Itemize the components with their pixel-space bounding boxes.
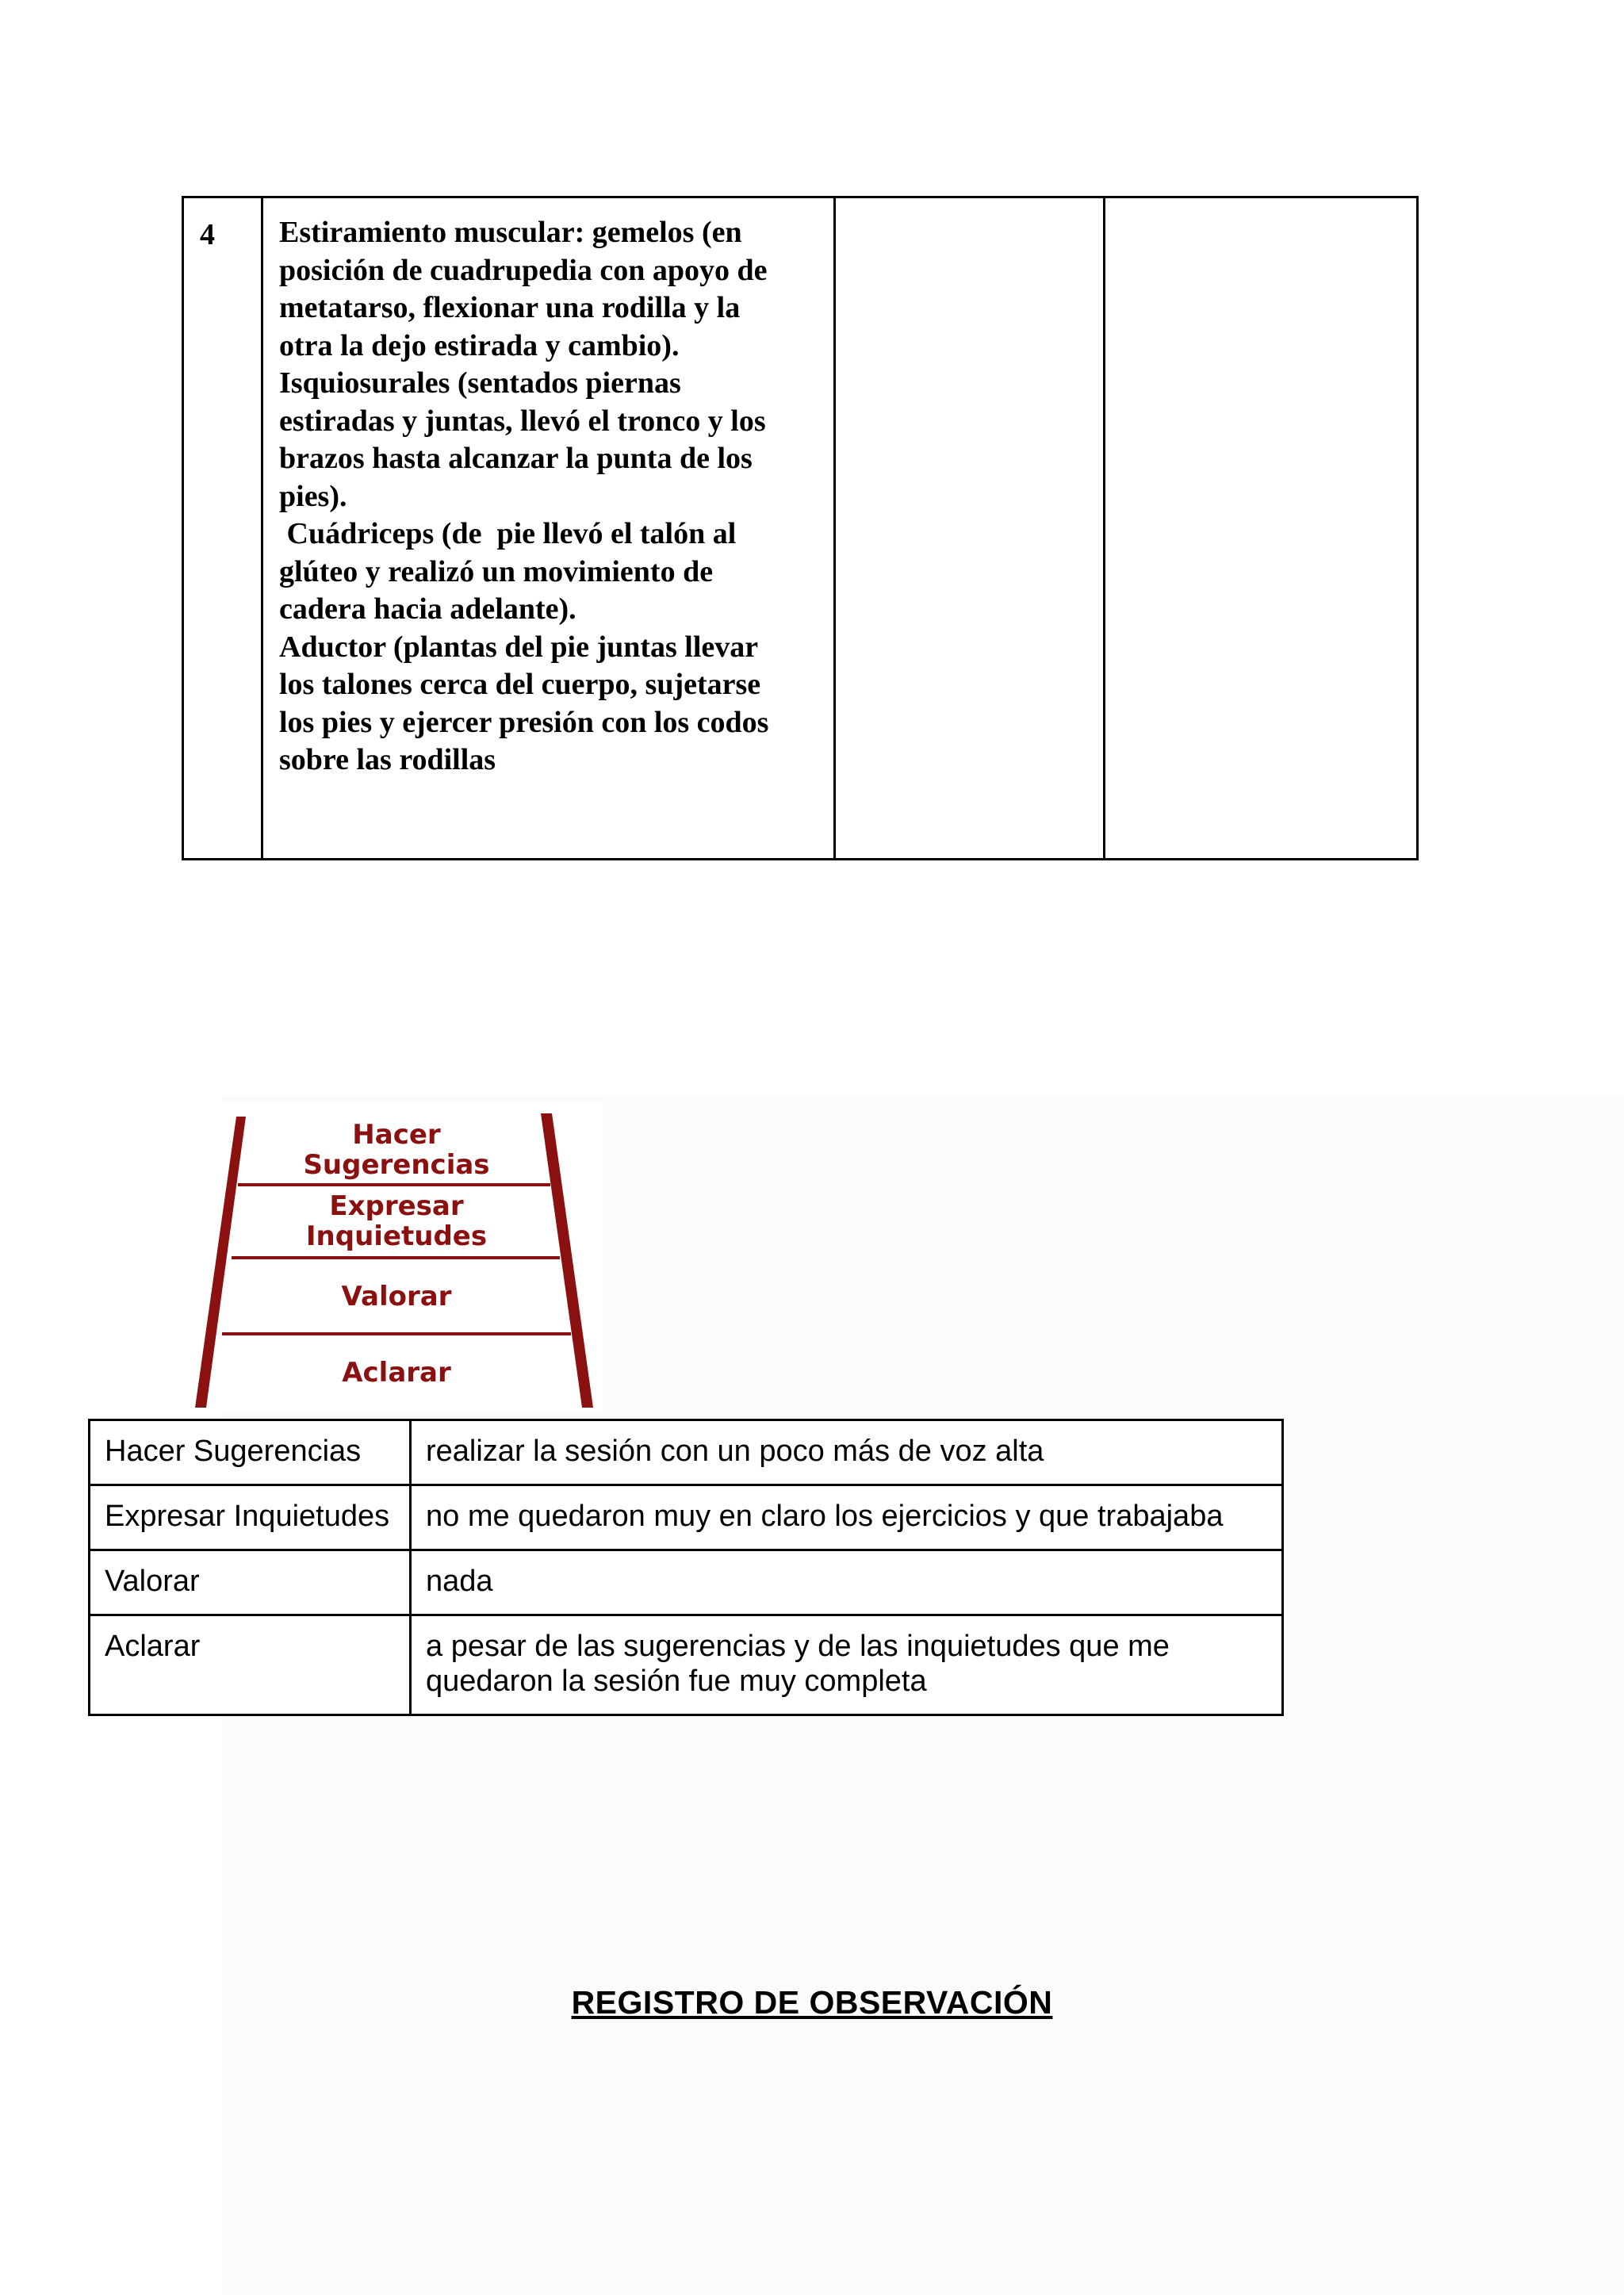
description-line: metatarso, flexionar una rodilla y la	[279, 291, 741, 324]
ladder-label-valorar	[190, 1282, 603, 1312]
empty-cell	[1105, 197, 1418, 860]
table-row	[90, 1485, 1283, 1550]
ladder-label-line: Valorar	[341, 1281, 452, 1312]
description-line: pies).	[279, 479, 347, 513]
description-line: glúteo y realizó un movimiento de	[279, 554, 714, 588]
ladder-label-hacer-sugerencias	[190, 1120, 603, 1180]
empty-cell	[835, 197, 1105, 860]
ladder-response-cell	[411, 1615, 1283, 1715]
ladder-response-cell: realizar la sesión con un poco más de voz alta	[411, 1420, 1283, 1485]
ladder-label-line: Sugerencias	[303, 1149, 490, 1181]
feedback-ladder-image	[190, 1102, 603, 1412]
section-heading-container	[0, 1984, 1624, 2021]
ladder-step-cell: Expresar Inquietudes	[90, 1485, 411, 1550]
ladder-step-cell: Aclarar	[90, 1615, 411, 1715]
response-line: a pesar de las sugerencias y de las inquietudes que me	[426, 1630, 1170, 1663]
feedback-ladder-table	[88, 1419, 1284, 1716]
exercise-number: 4	[183, 197, 262, 860]
description-line: sobre las rodillas	[279, 743, 496, 776]
ladder-step-cell: Valorar	[90, 1550, 411, 1615]
ladder-step-cell: Hacer Sugerencias	[90, 1420, 411, 1485]
exercise-description	[262, 197, 835, 860]
description-line: Aductor (plantas del pie juntas llevar	[279, 630, 759, 664]
description-line: los pies y ejercer presión con los codos	[279, 705, 769, 739]
description-line: los talones cerca del cuerpo, sujetarse	[279, 668, 761, 701]
ladder-label-line: Hacer	[352, 1119, 441, 1151]
table-row	[90, 1420, 1283, 1485]
ladder-response-cell: nada	[411, 1550, 1283, 1615]
exercise-table	[182, 196, 1419, 860]
ladder-label-expresar-inquietudes	[190, 1191, 603, 1251]
response-line: quedaron la sesión fue muy completa	[426, 1665, 927, 1698]
ladder-label-line: Aclarar	[342, 1357, 451, 1389]
table-row	[90, 1550, 1283, 1615]
ladder-label-aclarar	[190, 1358, 603, 1388]
description-line: otra la dejo estirada y cambio).	[279, 328, 680, 362]
section-heading: REGISTRO DE OBSERVACIÓN	[571, 1984, 1053, 2021]
table-row	[90, 1615, 1283, 1715]
description-line: Estiramiento muscular: gemelos (en	[279, 216, 742, 249]
description-line: Isquiosurales (sentados piernas	[279, 366, 681, 400]
ladder-response-cell: no me quedaron muy en claro los ejercicios y que trabajaba	[411, 1485, 1283, 1550]
exercise-row	[183, 197, 1418, 860]
ladder-label-line: Expresar	[329, 1190, 464, 1222]
description-line: Cuádriceps (de pie llevó el talón al	[279, 517, 737, 550]
ladder-label-line: Inquietudes	[305, 1220, 488, 1252]
description-line: cadera hacia adelante).	[279, 592, 576, 626]
description-line: estiradas y juntas, llevó el tronco y los	[279, 404, 766, 438]
description-line: brazos hasta alcanzar la punta de los	[279, 442, 753, 475]
description-line: posición de cuadrupedia con apoyo de	[279, 253, 768, 287]
